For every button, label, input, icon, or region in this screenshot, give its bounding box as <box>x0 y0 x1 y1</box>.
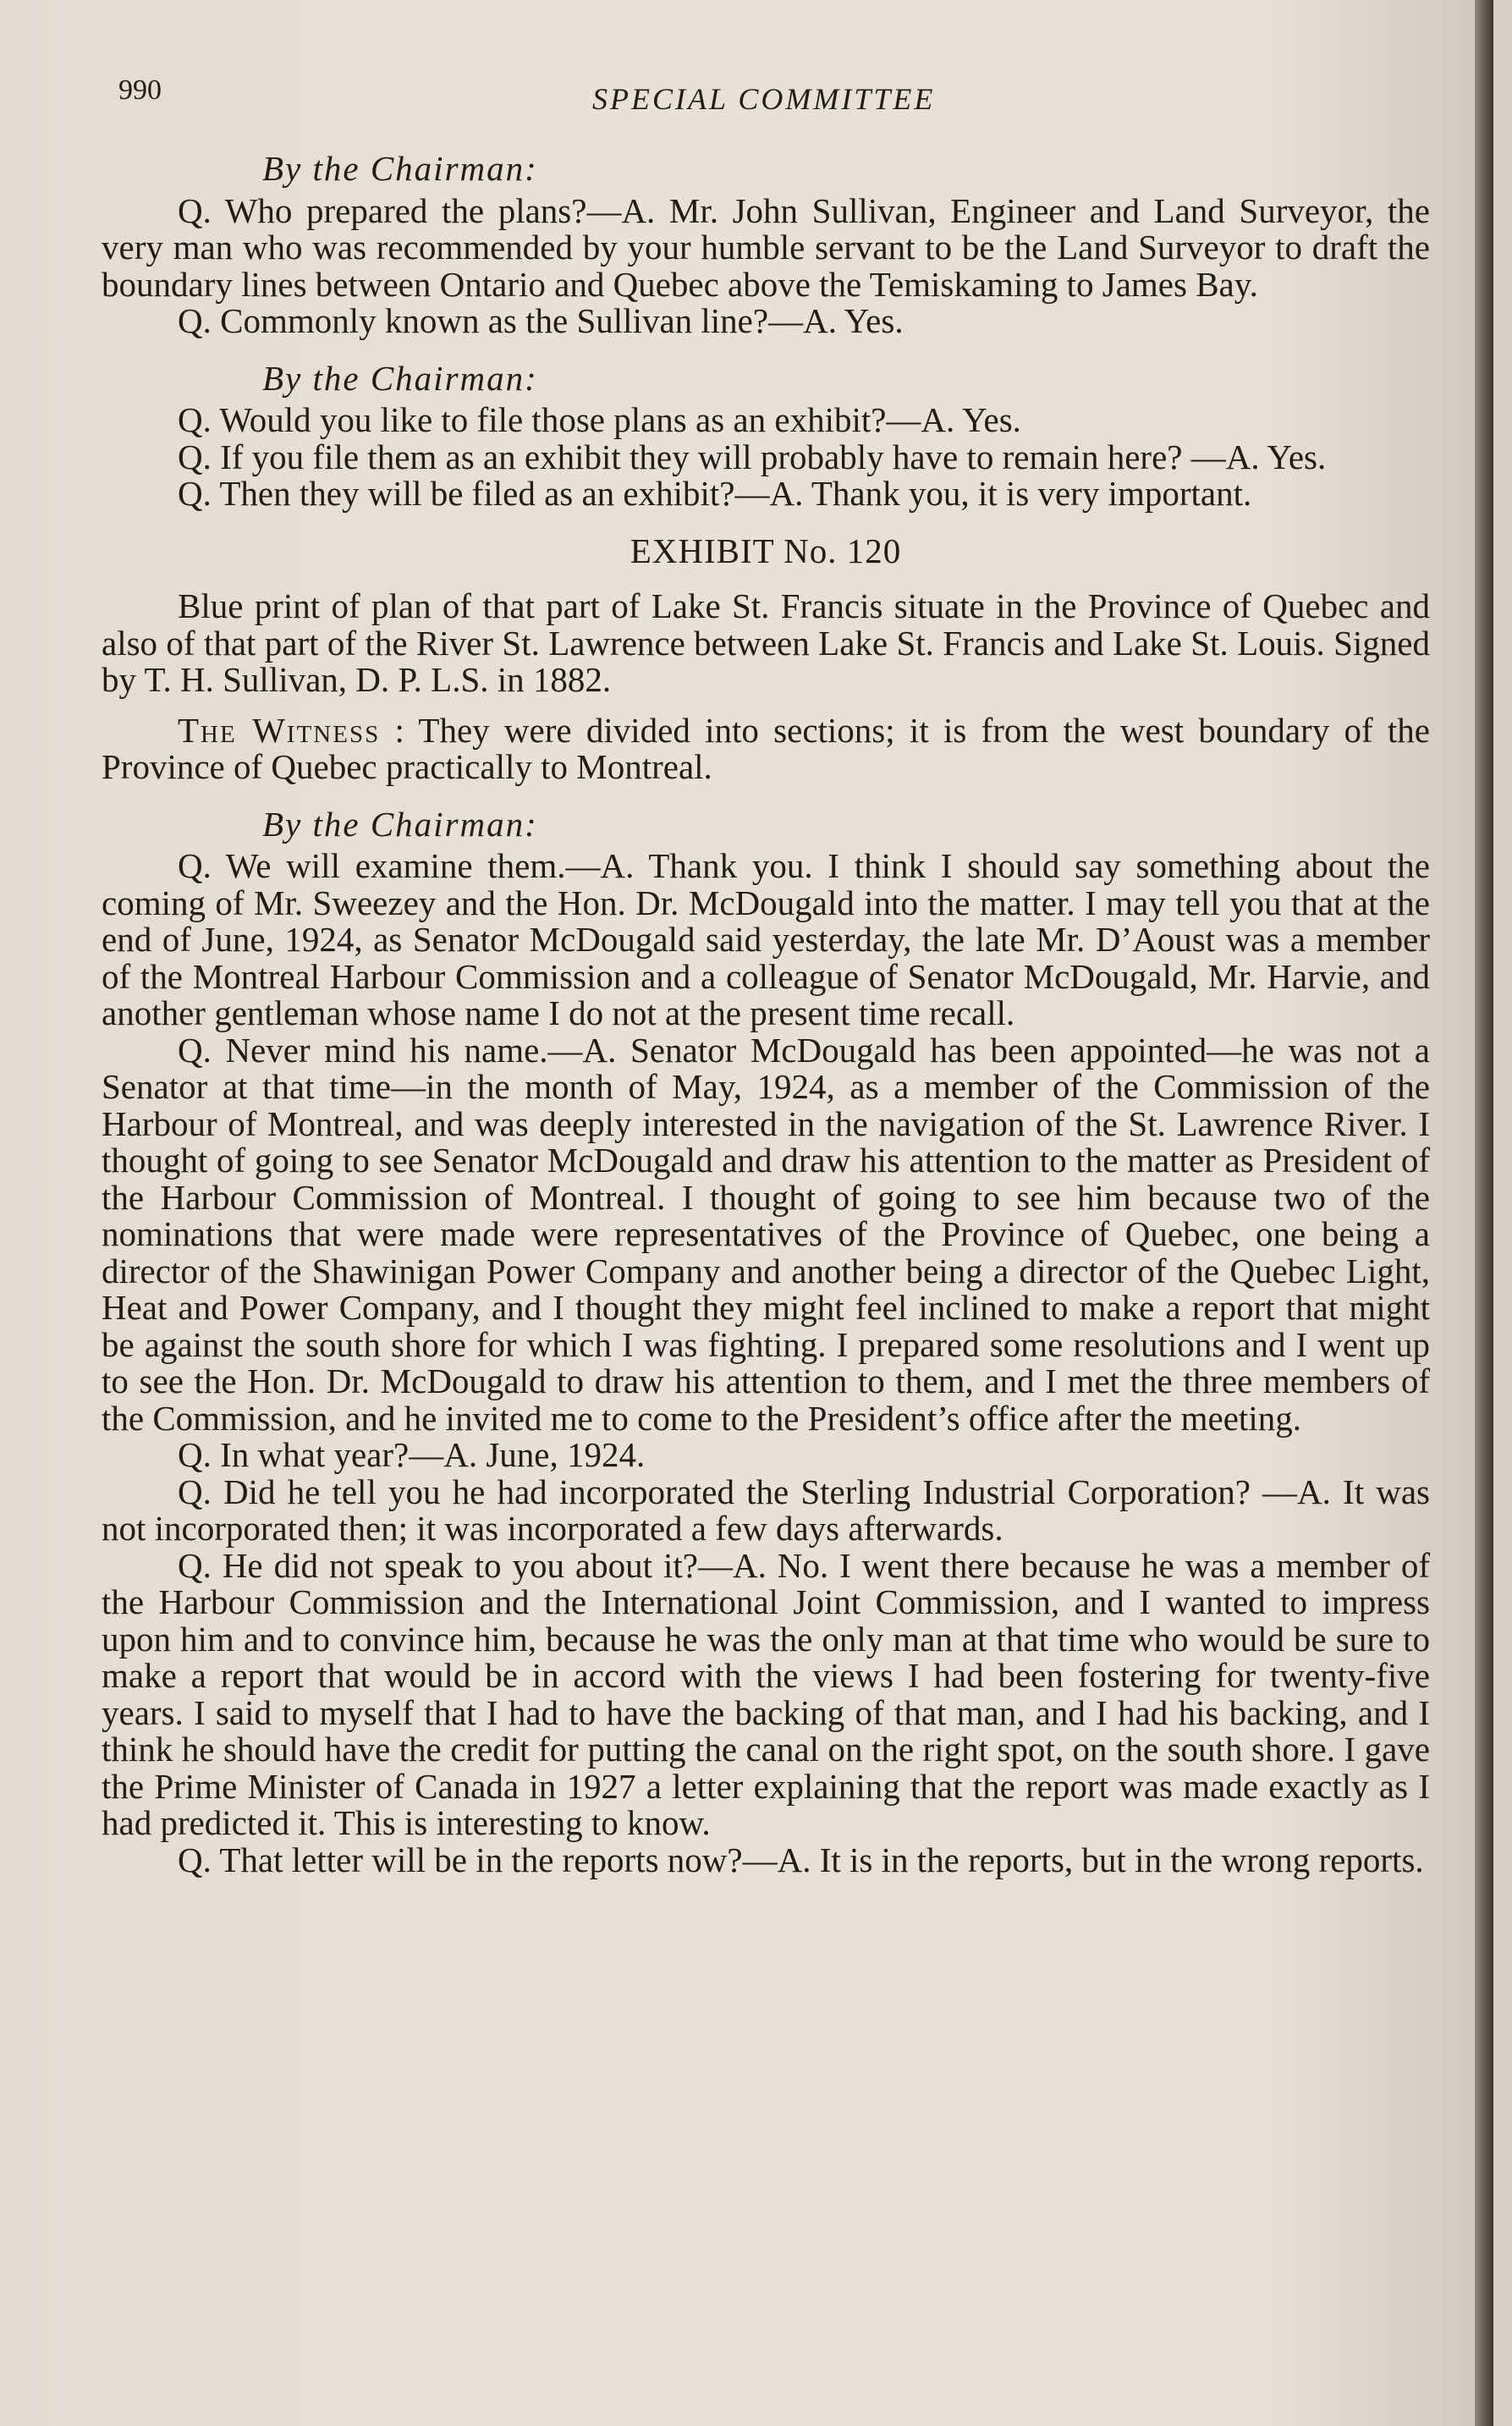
paragraph: Q. That letter will be in the reports now?—A. It is in the reports, but in the wrong reports. <box>178 1840 1424 1879</box>
witness-statement: : They were divided into sections; it is from the west boundary of the Province of Quebec practically to Montreal. <box>102 710 1430 786</box>
page-body <box>102 142 1430 1879</box>
witness-label: The Witness <box>178 710 381 750</box>
paragraph: Q. Would you like to file those plans as an exhibit?—A. Yes. <box>178 400 1021 439</box>
exhibit-title: EXHIBIT No. 120 <box>630 531 902 570</box>
page-header <box>118 74 1438 125</box>
paragraph: Q. He did not speak to you about it?—A. No. I went there because he was a member of the Harbour Commission and the International Joint Commission, and I wanted to impress upon him and to convince him, because he was the only man at that time who would be sure to make a report that would be in accord with the views I had been fostering for twenty-five years. I said to myself that I had to have the backing of that man, and I had his backing, and I think he should have the credit for putting the canal on the right spot, on the south shore. I gave the Prime Minister of Canada in 1927 a letter explaining that the report was made exactly as I had predicted it. This is interesting to know. <box>102 1545 1430 1842</box>
paragraph: Q. Who prepared the plans?—A. Mr. John Sullivan, Engineer and Land Surveyor, the very man who was recommended by your humble servant to be the Land Surveyor to draft the boundary lines between Ontario and Quebec above the Temiskaming to James Bay. <box>102 190 1430 304</box>
section-byline: By the Chairman: <box>262 149 538 188</box>
page-edge-shadow <box>1475 0 1493 2426</box>
paragraph: Q. Did he tell you he had incorporated the Sterling Industrial Corporation? —A. It was not incorporated then; it was incorporated a few days afterwards. <box>102 1472 1430 1548</box>
paragraph: Q. In what year?—A. June, 1924. <box>178 1435 646 1474</box>
section-byline: By the Chairman: <box>262 358 538 398</box>
paragraph: Q. Never mind his name.—A. Senator McDougald has been appointed—he was not a Senator at that time—in the month of May, 1924, as a member of the Commission of the Harbour of Montreal, and was deeply interested in the navigation of the St. Lawrence River. I thought of going to see Senator McDougald and draw his attention to the matter as President of the Harbour Commission of Montreal. I thought of going to see him because two of the nominations that were made were representatives of the Province of Quebec, one being a director of the Shawinigan Power Company and another being a director of the Quebec Light, Heat and Power Company, and I thought they might feel inclined to make a report that might be against the south shore for which I was fighting. I prepared some resolutions and I went up to see the Hon. Dr. McDougald to draw his attention to them, and I met the three members of the Commission, and he invited me to come to the President’s office after the meeting. <box>102 1030 1430 1438</box>
section-byline: By the Chairman: <box>262 804 538 844</box>
paragraph: Q. We will examine them.—A. Thank you. I think I should say something about the coming of Mr. Sweezey and the Hon. Dr. McDougald into the matter. I may tell you that at the end of June, 1924, as Senator McDougald said yesterday, the late Mr. D’Aoust was a member of the Montreal Harbour Commission and a colleague of Senator McDougald, Mr. Harvie, and another gentleman whose name I do not at the present time recall. <box>102 846 1430 1032</box>
page-number: 990 <box>118 74 162 106</box>
running-head: SPECIAL COMMITTEE <box>592 82 936 116</box>
paragraph: Q. If you file them as an exhibit they will probably have to remain here? —A. Yes. <box>178 437 1327 476</box>
paragraph: Q. Then they will be filed as an exhibit?—A. Thank you, it is very important. <box>178 474 1252 513</box>
paragraph: Q. Commonly known as the Sullivan line?—A. Yes. <box>178 301 904 340</box>
exhibit-description: Blue print of plan of that part of Lake St. Francis situate in the Province of Quebec and also of that part of the River St. Lawrence between Lake St. Francis and Lake St. Louis. Signed by T. H. Sullivan, D. P. L.S. in 1882. <box>102 586 1430 699</box>
witness-paragraph <box>102 712 1430 786</box>
